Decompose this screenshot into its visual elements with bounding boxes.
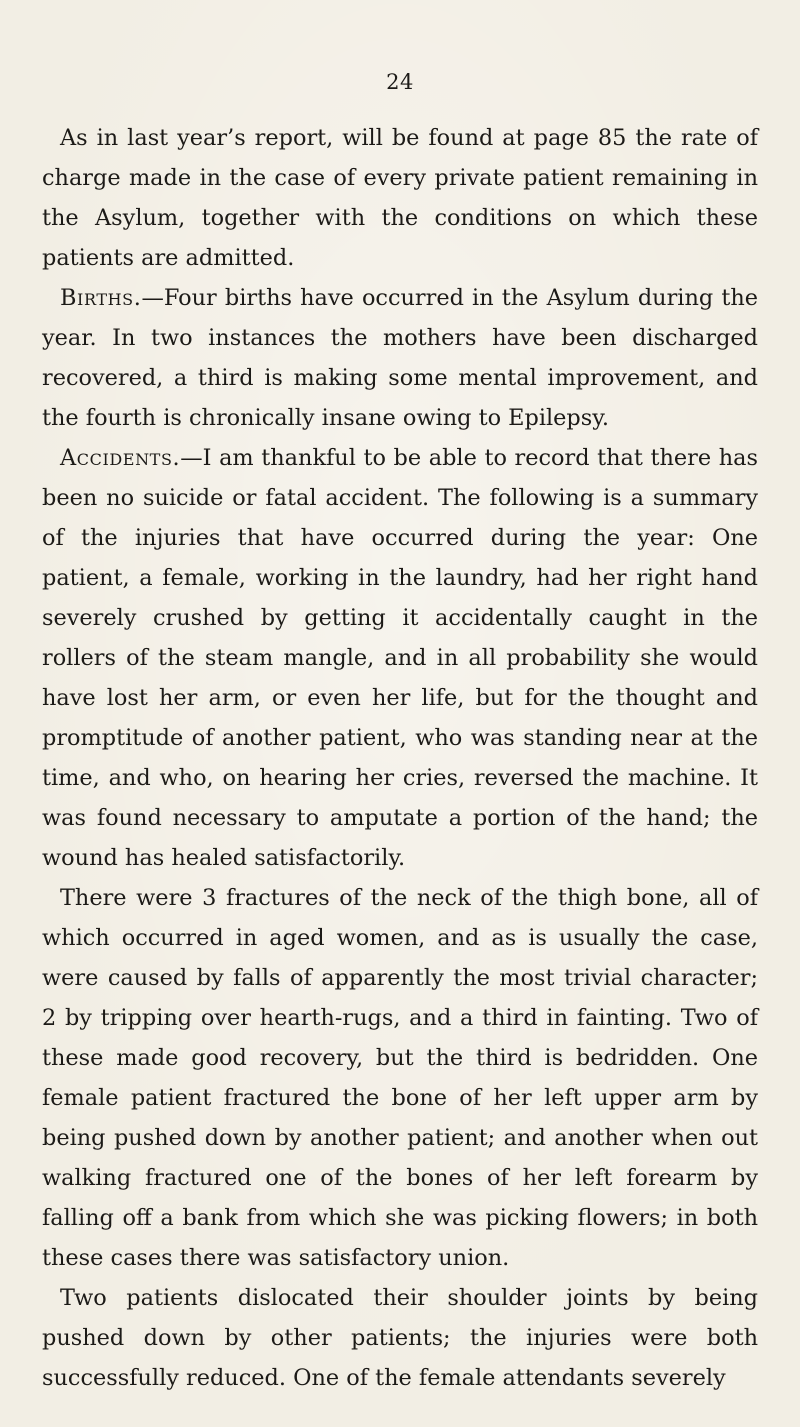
paragraph-text: —I am thankful to be able to record that there has been no suicide or fatal accident. The following is a summary of the injuries that have occurred during the year: One patient, a female, working in the laundry, had her right hand severely crushed by getting it accidentally caught in the rollers of the steam mangle, and in all probability she would have lost her arm, or even her life, but for the thought and promptitude of another patient, who was standing near at the time, and who, on hearing her cries, reversed the machine. It was found necessary to amputate a portion of the hand; the wound has healed satisfactorily.	[42, 445, 758, 871]
paragraph-accidents	[42, 438, 758, 878]
paragraph-text: There were 3 fractures of the neck of the thigh bone, all of which occurred in aged women, and as is usually the case, were caused by falls of apparently the most trivial character; 2 by tripping over hearth-rugs, and a third in fainting. Two of these made good recovery, but the third is bedridden. One female patient fractured the bone of her left upper arm by being pushed down by another patient; and another when out walking fractured one of the bones of her left forearm by falling off a bank from which she was picking flowers; in both these cases there was satisfactory union.	[42, 885, 758, 1271]
paragraph-dislocations	[42, 1278, 758, 1398]
section-heading-births: Births.	[60, 285, 142, 311]
section-heading-accidents: Accidents.	[60, 445, 181, 471]
paragraph-births	[42, 278, 758, 438]
paragraph-fractures	[42, 878, 758, 1278]
paragraph-text: —Four births have occurred in the Asylum during the year. In two instances the mothers have been discharged recovered, a third is making some mental improvement, and the fourth is chronically insane owing to Epilepsy.	[42, 285, 758, 431]
paragraph-text: As in last year’s report, will be found at page 85 the rate of charge made in the case of every private patient remaining in the Asylum, together with the conditions on which these patients are admitted.	[42, 125, 758, 271]
page-number: 24	[386, 70, 414, 94]
paragraph-text: Two patients dislocated their shoulder joints by being pushed down by other patients; the injuries were both successfully reduced. One of the female attendants severely	[42, 1285, 758, 1391]
paragraph-asylum-charges	[42, 118, 758, 278]
body-text	[42, 118, 758, 1398]
